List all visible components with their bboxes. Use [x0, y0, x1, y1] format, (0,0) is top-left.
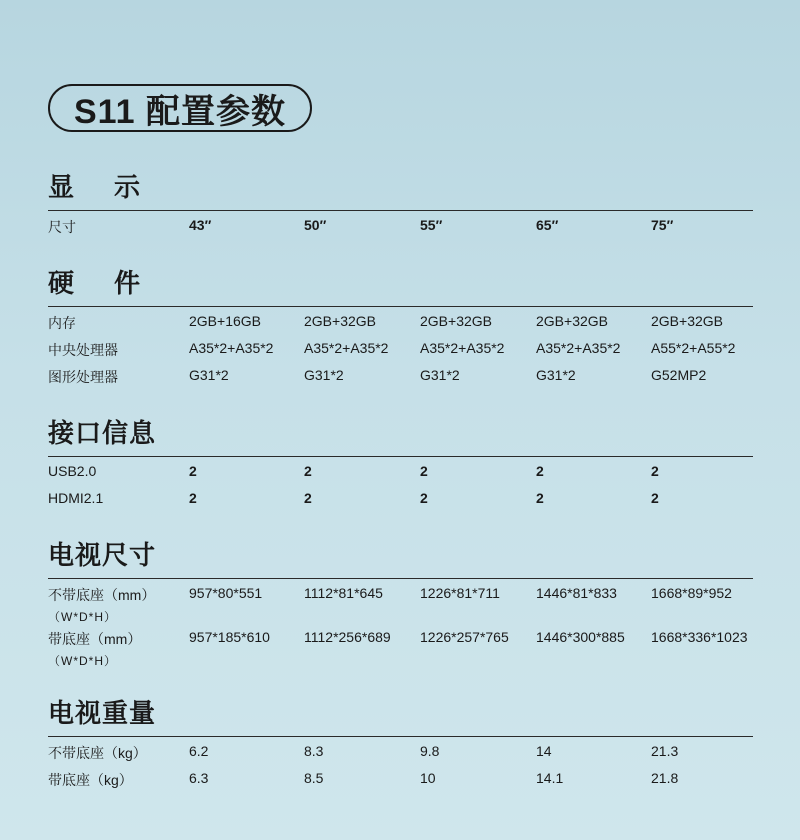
spec-value: 2	[536, 490, 544, 506]
section-display	[48, 172, 753, 235]
spec-value: G31*2	[536, 367, 576, 383]
spec-value: 2	[304, 463, 312, 479]
spec-value: 1226*257*765	[420, 629, 509, 645]
spec-value: 2	[189, 490, 197, 506]
spec-label-main: 不带底座（mm）	[48, 587, 156, 603]
spec-value: 50″	[304, 217, 327, 233]
divider	[48, 456, 753, 457]
spec-label	[48, 585, 155, 625]
divider	[48, 210, 753, 211]
spec-value: 1668*89*952	[651, 585, 732, 601]
spec-value: A35*2+A35*2	[536, 340, 621, 356]
spec-value: 21.8	[651, 770, 679, 786]
spec-value: 14	[536, 743, 552, 759]
spec-value: 43″	[189, 217, 212, 233]
page-title: S11 配置参数	[73, 92, 287, 131]
spec-value: 957*80*551	[189, 585, 263, 601]
page-title-badge	[48, 84, 312, 132]
spec-value: A35*2+A35*2	[304, 340, 389, 356]
section-interface	[48, 418, 753, 506]
divider	[48, 736, 753, 737]
spec-value: 6.3	[189, 770, 209, 786]
section-weight	[48, 698, 753, 788]
spec-value: 1112*256*689	[304, 629, 391, 645]
spec-value: 1226*81*711	[420, 585, 500, 601]
section-title: 接口信息	[48, 418, 157, 448]
section-title: 显示	[48, 172, 181, 202]
spec-value: G52MP2	[651, 367, 707, 383]
spec-label	[48, 629, 141, 669]
spec-value: 1446*81*833	[536, 585, 617, 601]
spec-value: 8.3	[304, 743, 324, 759]
spec-value: 6.2	[189, 743, 209, 759]
spec-value: G31*2	[189, 367, 229, 383]
spec-value: 14.1	[536, 770, 564, 786]
spec-value: A55*2+A55*2	[651, 340, 736, 356]
divider	[48, 306, 753, 307]
spec-value: 1446*300*885	[536, 629, 625, 645]
spec-value: 2	[189, 463, 197, 479]
spec-label: 不带底座（kg）	[48, 745, 147, 761]
spec-value: 2GB+32GB	[420, 313, 492, 329]
spec-label-sub: （W*D*H）	[48, 610, 117, 624]
spec-label-main: 带底座（mm）	[48, 631, 142, 647]
spec-value: 75″	[651, 217, 674, 233]
section-title: 硬件	[48, 268, 181, 298]
spec-value: 2GB+16GB	[189, 313, 261, 329]
spec-label: HDMI2.1	[48, 490, 104, 506]
spec-label: 中央处理器	[48, 342, 118, 358]
section-title: 电视重量	[48, 698, 157, 728]
spec-value: 2	[651, 490, 659, 506]
spec-value: 1112*81*645	[304, 585, 383, 601]
spec-value: 10	[420, 770, 436, 786]
spec-value: 2	[420, 490, 428, 506]
section-hardware	[48, 268, 753, 385]
spec-value: G31*2	[304, 367, 344, 383]
spec-value: 2GB+32GB	[651, 313, 723, 329]
divider	[48, 578, 753, 579]
spec-value: 9.8	[420, 743, 440, 759]
spec-label: 尺寸	[48, 219, 76, 235]
spec-value: A35*2+A35*2	[420, 340, 505, 356]
spec-value: 2GB+32GB	[304, 313, 376, 329]
spec-value: 8.5	[304, 770, 324, 786]
spec-value: 2GB+32GB	[536, 313, 608, 329]
spec-value: 2	[536, 463, 544, 479]
spec-value: 65″	[536, 217, 559, 233]
spec-value: G31*2	[420, 367, 460, 383]
section-title: 电视尺寸	[48, 540, 157, 570]
spec-value: 55″	[420, 217, 443, 233]
spec-value: 2	[651, 463, 659, 479]
spec-value: 2	[304, 490, 312, 506]
spec-label: 带底座（kg）	[48, 772, 133, 788]
spec-value: A35*2+A35*2	[189, 340, 274, 356]
spec-value: 957*185*610	[189, 629, 270, 645]
spec-value: 1668*336*1023	[651, 629, 748, 645]
spec-label-sub: （W*D*H）	[48, 654, 117, 668]
section-dimensions	[48, 540, 753, 668]
spec-label: USB2.0	[48, 463, 97, 479]
spec-label: 内存	[48, 315, 76, 331]
spec-label: 图形处理器	[48, 369, 118, 385]
spec-value: 21.3	[651, 743, 679, 759]
spec-value: 2	[420, 463, 428, 479]
